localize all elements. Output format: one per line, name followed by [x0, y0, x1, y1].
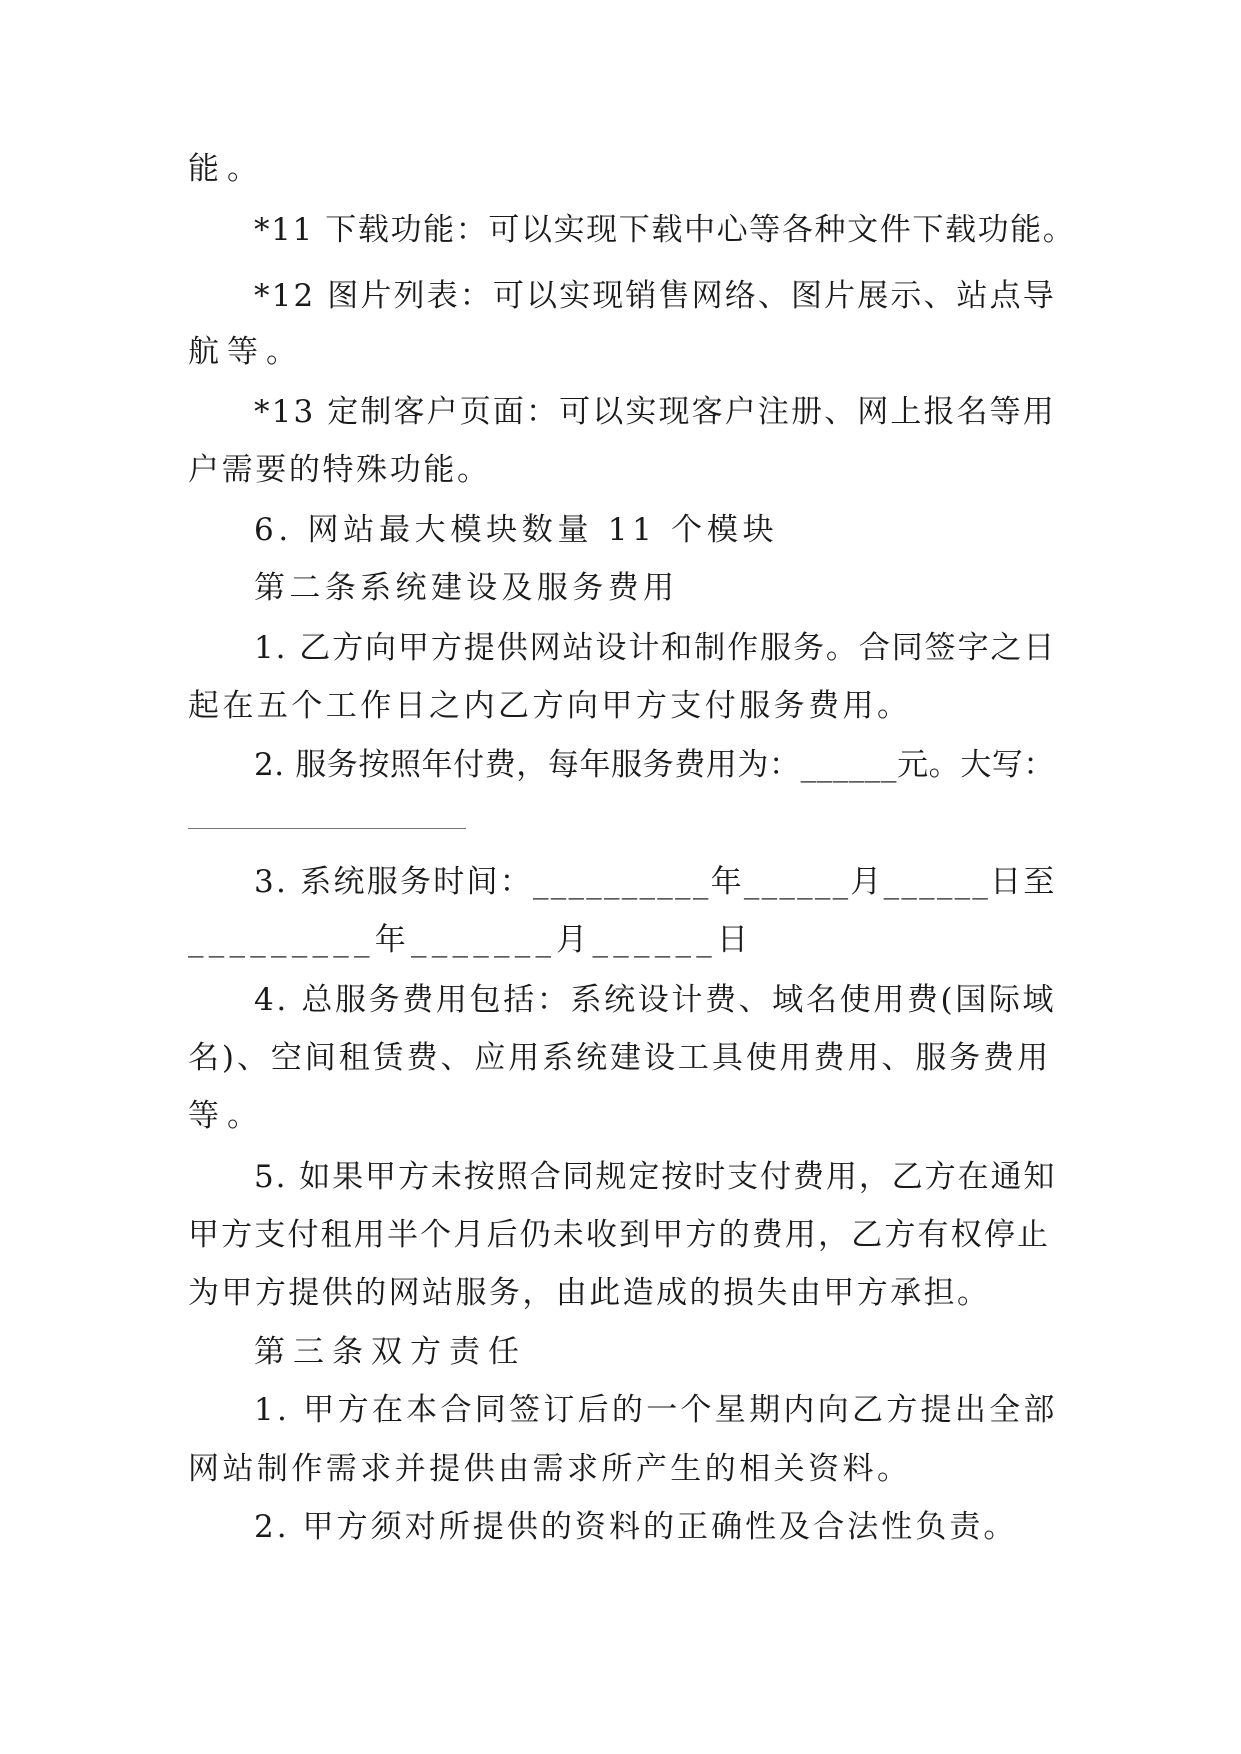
clause-line: 起在五个工作日之内乙方向甲方支付服务费用。: [188, 688, 912, 724]
blank-fill-line: [188, 828, 466, 829]
clause-line: 2. 甲方须对所提供的资料的正确性及合法性负责。: [254, 1509, 1018, 1545]
service-period-line: 3. 系统服务时间：__________年______月______日至: [254, 864, 1057, 900]
clause-line: 4. 总服务费用包括：系统设计费、域名使用费(国际域: [254, 982, 1057, 1018]
clause-line: 网站制作需求并提供由需求所产生的相关资料。: [188, 1451, 912, 1487]
clause-line: 名)、空间租赁费、应用系统建设工具使用费用、服务费用: [188, 1040, 1052, 1076]
section-heading-responsibilities: 第三条双方责任: [254, 1334, 527, 1370]
module-count-line: 6. 网站最大模块数量 11 个模块: [254, 512, 779, 548]
fee-amount-line: 2. 服务按照年付费，每年服务费用为：______元。大写：: [254, 747, 1056, 783]
clause-line: 1. 甲方在本合同签订后的一个星期内向乙方提出全部: [254, 1392, 1058, 1428]
clause-line: 5. 如果甲方未按照合同规定按时支付费用，乙方在通知: [254, 1159, 1057, 1195]
clause-line: 1. 乙方向甲方提供网站设计和制作服务。合同签字之日: [254, 630, 1057, 666]
paragraph-line: 户需要的特殊功能。: [188, 452, 491, 488]
service-period-line: _________年_______月______日: [188, 922, 754, 958]
paragraph-line: 能。: [188, 151, 266, 187]
feature-item-image-list: *12 图片列表：可以实现销售网络、图片展示、站点导: [254, 278, 1056, 314]
clause-line: 甲方支付租用半个月后仍未收到甲方的费用，乙方有权停止: [188, 1217, 1051, 1253]
feature-item-download: *11 下载功能：可以实现下载中心等各种文件下载功能。: [254, 212, 1076, 248]
section-heading-fees: 第二条系统建设及服务费用: [254, 570, 679, 606]
paragraph-line: 等。: [188, 1098, 266, 1134]
clause-line: 为甲方提供的网站服务，由此造成的损失由甲方承担。: [188, 1275, 991, 1311]
paragraph-line: 航等。: [188, 334, 305, 370]
feature-item-custom-page: *13 定制客户页面：可以实现客户注册、网上报名等用: [254, 394, 1056, 430]
